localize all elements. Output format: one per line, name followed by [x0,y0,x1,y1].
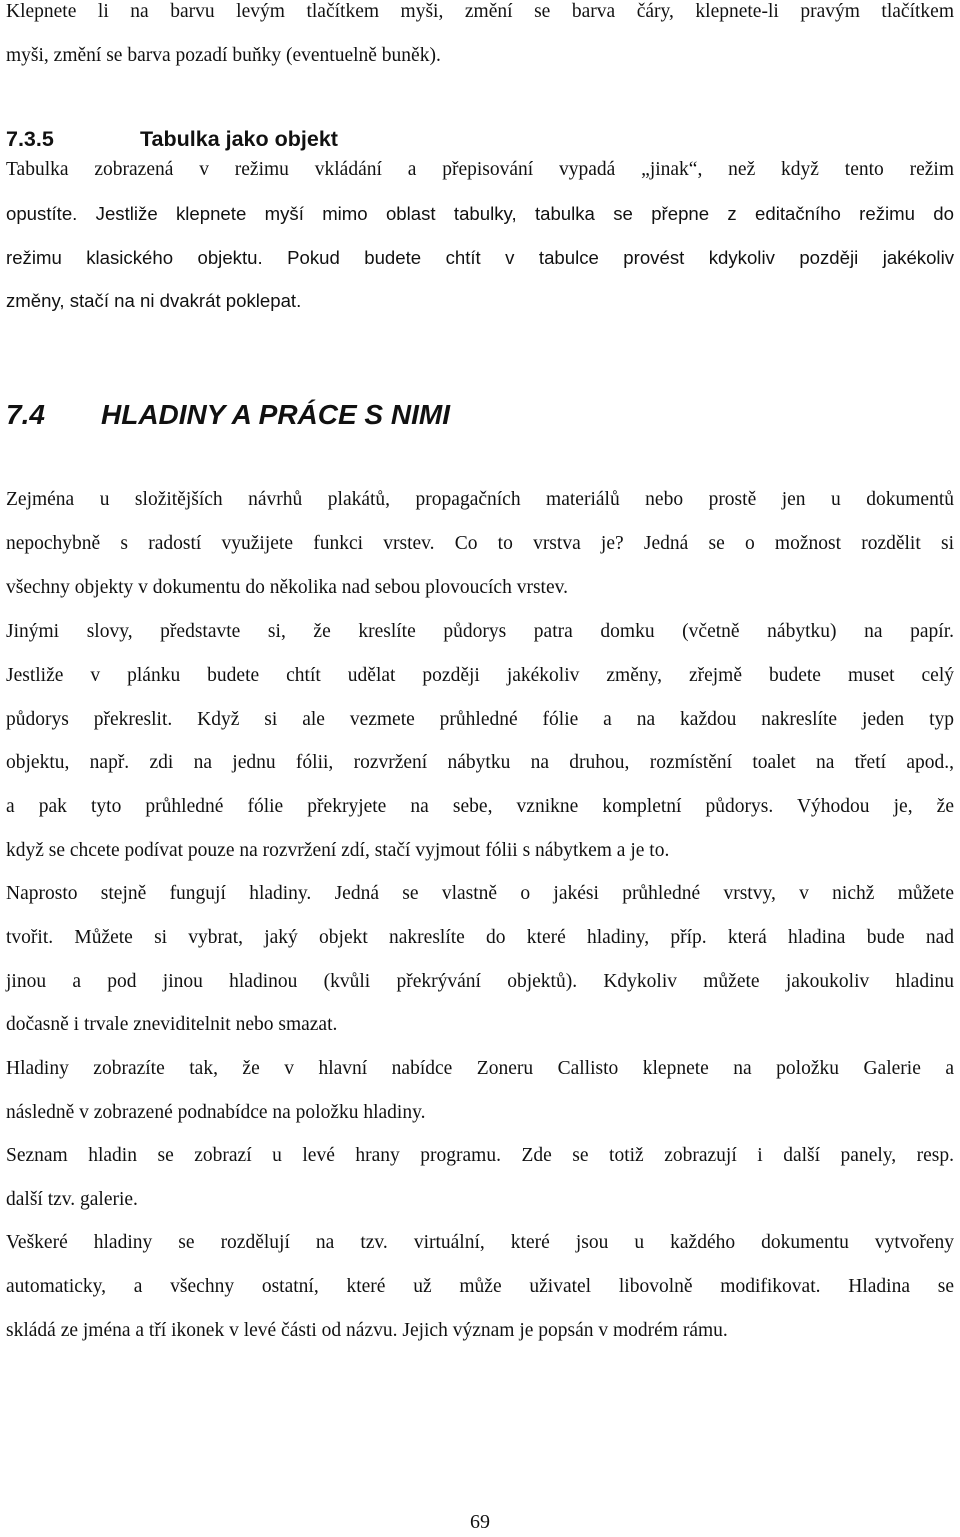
text-line: další tzv. galerie. [6,1188,138,1210]
text-line: a pak tyto průhledné fólie překryjete na sebe, vznikne kompletní půdorys. Výhodou je, že [6,796,954,818]
page-number: 69 [470,1511,490,1533]
text-line: objektu, např. zdi na jednu fólii, rozvržení nábytku na druhou, rozmístění toalet na třetí apod., [6,752,954,774]
text-line: Hladiny zobrazíte tak, že v hlavní nabídce Zoneru Callisto klepnete na položku Galerie a [6,1058,954,1079]
text-line: když se chcete podívat pouze na rozvržení zdí, stačí vyjmout fólii s nábytkem a je to. [6,839,670,861]
text-line: Tabulka zobrazená v režimu vkládání a přepisování vypadá „jinak“, než když tento režim [6,159,954,180]
intro-paragraph [6,0,954,78]
section-7-3-5-paragraph [6,148,954,323]
text-line: následně v zobrazené podnabídce na položku hladiny. [6,1101,426,1123]
chapter-heading-7-4 [6,393,450,437]
text-line: dočasně i trvale zneviditelnit nebo smazat. [6,1014,338,1036]
text-line: změny, stačí na ni dvakrát poklepat. [6,290,302,312]
text-line: automaticky, a všechny ostatní, které už může uživatel libovolně modifikovat. Hladina se [6,1275,954,1297]
text-line: Zejména u složitějších návrhů plakátů, propagačních materiálů nebo prostě jen u dokumentů [6,489,954,510]
text-line: Naprosto stejně fungují hladiny. Jedná se vlastně o jakési průhledné vrstvy, v nichž můžete [6,883,954,904]
body-paragraph-3 [6,872,954,1047]
text-line: Klepnete li na barvu levým tlačítkem myši, změní se barva čáry, klepnete-li pravým tlačítkem [6,1,954,22]
text-line: Veškeré hladiny se rozdělují na tzv. virtuální, které jsou u každého dokumentu vytvořeny [6,1232,954,1253]
text-line: skládá ze jména a tří ikonek v levé části od názvu. Jejich význam je popsán v modrém rámu. [6,1319,728,1341]
section-number: 7.3.5 [6,127,54,151]
text-line: režimu klasického objektu. Pokud budete chtít v tabulce provést kdykoliv později jakékoliv [6,246,954,268]
chapter-number: 7.4 [6,399,45,430]
text-line: Jinými slovy, představte si, že kreslíte půdorys patra domku (včetně nábytku) na papír. [6,621,954,642]
body-paragraph-5 [6,1134,954,1222]
section-title: Tabulka jako objekt [140,127,338,151]
text-line: myši, změní se barva pozadí buňky (eventuelně buněk). [6,44,441,66]
body-paragraph-6 [6,1221,954,1352]
text-line: Seznam hladin se zobrazí u levé hrany programu. Zde se totiž zobrazují i další panely, resp. [6,1145,954,1166]
text-line: jinou a pod jinou hladinou (kvůli překrývání objektů). Kdykoliv můžete jakoukoliv hladinu [6,970,954,992]
text-line: tvořit. Můžete si vybrat, jaký objekt nakreslíte do které hladiny, příp. která hladina bude nad [6,926,954,948]
text-line: opustíte. Jestliže klepnete myší mimo oblast tabulky, tabulka se přepne z editačního režimu do [6,202,954,224]
chapter-title: HLADINY A PRÁCE S NIMI [101,399,450,430]
text-line: Jestliže v plánku budete chtít udělat později jakékoliv změny, zřejmě budete muset celý [6,664,954,686]
body-paragraph-2 [6,610,954,873]
body-paragraph-4 [6,1047,954,1135]
text-line: všechny objekty v dokumentu do několika nad sebou plovoucích vrstev. [6,576,568,598]
text-line: nepochybně s radostí využijete funkci vrstev. Co to vrstva je? Jedná se o možnost rozdělit si [6,532,954,554]
body-paragraph-1 [6,478,954,609]
text-line: půdorys překreslit. Když si ale vezmete průhledné fólie a na každou nakreslíte jeden typ [6,708,954,730]
